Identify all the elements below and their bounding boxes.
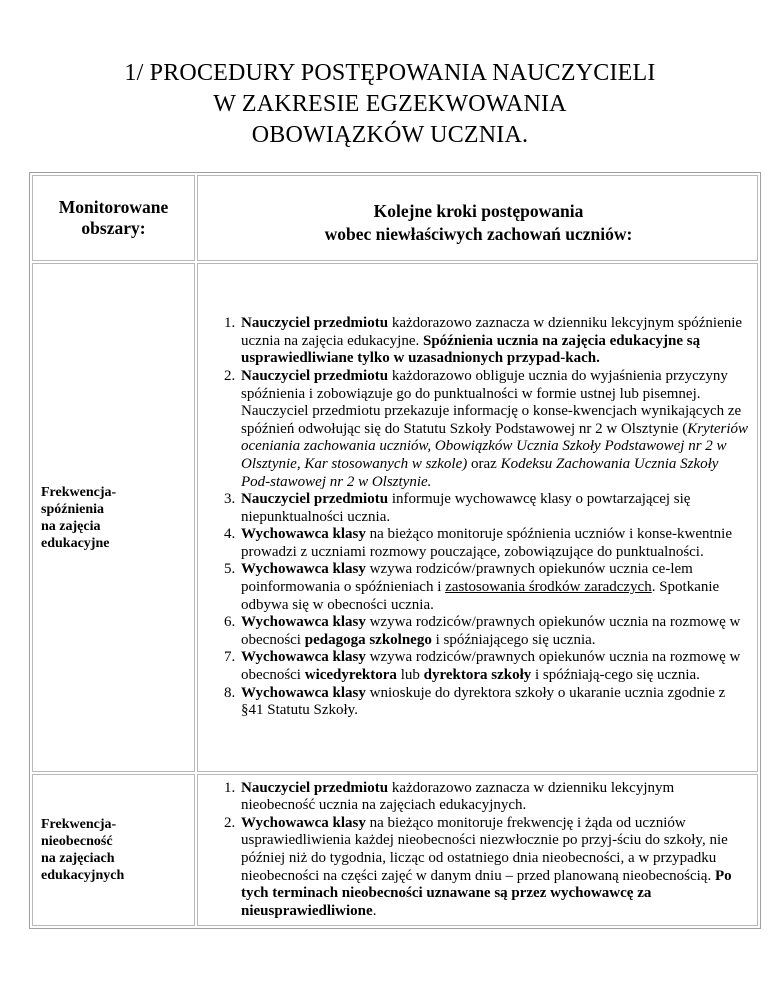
bold-text: Nauczyciel przedmiotu: [241, 491, 389, 508]
page-title: [70, 58, 710, 151]
list-item: [239, 491, 751, 526]
title-line: OBOWIĄZKÓW UCZNIA.: [251, 122, 529, 148]
text: i spóźniającego się ucznia.: [431, 631, 596, 648]
text: na bieżąco monitoruje spóźnienia uczniów i konse-kwentnie prowadzi z uczniami rozmowy pouczające, zobowiązujące do punktualności.: [241, 526, 733, 560]
list-item: [239, 526, 751, 561]
text: każdorazowo zaznacza w dzienniku lekcyjnym nieobecność ucznia na zajęciach edukacyjnych.: [241, 779, 675, 814]
text: na bieżąco monitoruje frekwencję i żąda od uczniów usprawiedliwienia każdej nieobecności niezwłocznie po przyj-ściu do szkoły, nie później niż do tygodnia, licząc od ostatniego dnia nieobecności, a w przypadku nieobecności na części zajęć w danym dniu – przed planowaną nieobecnością.: [241, 814, 728, 884]
list-item: [239, 780, 751, 815]
italic-text: Kodeksu Zachowania Ucznia Szkoły Pod-stawowej nr 2 w Olsztynie.: [241, 455, 719, 490]
text: .: [372, 902, 377, 919]
text: wnioskuje do dyrektora szkoły o ukaranie ucznia zgodnie z §41 Statutu Szkoły.: [241, 684, 726, 719]
list-item: [239, 649, 751, 684]
bold-text: Po tych terminach nieobecności uznawane są przez wychowawcę za nieusprawiedliwione: [241, 867, 732, 919]
bold-text: Nauczyciel przedmiotu: [241, 315, 389, 332]
list-item: [239, 614, 751, 649]
bold-text: Wychowawca klasy: [241, 526, 366, 543]
list-item: [239, 815, 751, 921]
area-label-line: spóźnienia: [41, 501, 105, 517]
bold-text: wicedyrektora: [304, 667, 397, 684]
area-label-line: na zajęcia: [41, 518, 101, 534]
area-label-line: Frekwencja-: [41, 817, 117, 832]
text: lub: [396, 667, 424, 684]
title-line: 1/ PROCEDURY POSTĘPOWANIA NAUCZYCIELI: [124, 60, 656, 86]
header-monitored-areas: [32, 175, 195, 261]
area-label-line: edukacyjne: [41, 535, 110, 551]
text: oraz: [467, 455, 501, 472]
bold-text: Wychowawca klasy: [241, 684, 366, 701]
list-item: [239, 368, 751, 491]
list-item: [239, 561, 751, 614]
area-label-line: nieobecność: [41, 834, 113, 849]
bold-text: Spóźnienia ucznia na zajęcia edukacyjne są usprawiedliwiane tylko w uzasadnionych przypad-kach.: [241, 332, 701, 367]
text: wzywa rodziców/prawnych opiekunów ucznia na rozmowę w obecności: [241, 614, 741, 648]
text: wzywa rodziców/prawnych opiekunów ucznia na rozmowę w obecności: [241, 649, 741, 684]
bold-text: Wychowawca klasy: [241, 561, 366, 578]
italic-text: Kryteriów oceniania zachowania uczniów, Obowiązków Ucznia Szkoły Podstawowej nr 2 w Olsztynie, Kar stosowanych w szkole): [241, 420, 749, 472]
list-item: [239, 685, 751, 720]
list-item: [239, 315, 751, 368]
procedures-table: [29, 172, 761, 929]
header-procedure-steps: [197, 175, 758, 261]
text: każdorazowo obliguje ucznia do wyjaśnienia przyczyny spóźnienia i zobowiązuje go do punktualności w formie ustnej lub pisemnej. Nauczyciel przedmiotu przekazuje informację o konse-kwencjach wynikających ze spóźnień odwołując się do Statutu Szkoły Podstawowej nr 2 w Olsztynie (: [241, 367, 742, 437]
header-text: Monitorowane: [58, 197, 169, 217]
bold-text: pedagoga szkolnego: [304, 631, 432, 648]
area-label-absence: [32, 774, 195, 926]
bold-text: dyrektora szkoły: [423, 667, 532, 684]
text: . Spotkanie odbywa się w obecności ucznia.: [241, 579, 720, 613]
bold-text: Wychowawca klasy: [241, 814, 366, 831]
bold-text: Wychowawca klasy: [241, 614, 366, 631]
header-text: Kolejne kroki postępowania: [373, 201, 584, 221]
area-label-line: Frekwencja-: [41, 484, 117, 500]
text: i spóźniają-cego się ucznia.: [531, 667, 700, 684]
steps-list: [206, 315, 751, 720]
steps-list: [206, 780, 751, 921]
table-header-row: [32, 175, 758, 261]
steps-absence: [197, 774, 758, 926]
text: wzywa rodziców/prawnych opiekunów ucznia ce-lem poinformowania o spóźnieniach i: [241, 561, 693, 596]
area-label-lateness: [32, 263, 195, 772]
title-line: W ZAKRESIE EGZEKWOWANIA: [213, 91, 567, 117]
area-label-line: edukacyjnych: [41, 868, 125, 883]
bold-text: Nauczyciel przedmiotu: [241, 779, 389, 796]
underlined-text: zastosowania środków zaradczych: [445, 579, 652, 596]
area-label-line: na zajęciach: [41, 851, 115, 866]
header-text: obszary:: [81, 218, 146, 238]
bold-text: Nauczyciel przedmiotu: [241, 367, 389, 384]
text: informuje wychowawcę klasy o powtarzającej się niepunktualności ucznia.: [241, 491, 691, 525]
table-row: [32, 774, 758, 926]
text: każdorazowo zaznacza w dzienniku lekcyjnym spóźnienie ucznia na zajęcia edukacyjne.: [241, 315, 743, 349]
table-row: [32, 263, 758, 772]
bold-text: Wychowawca klasy: [241, 649, 366, 666]
steps-lateness: [197, 263, 758, 772]
header-text: wobec niewłaściwych zachowań uczniów:: [324, 224, 633, 244]
